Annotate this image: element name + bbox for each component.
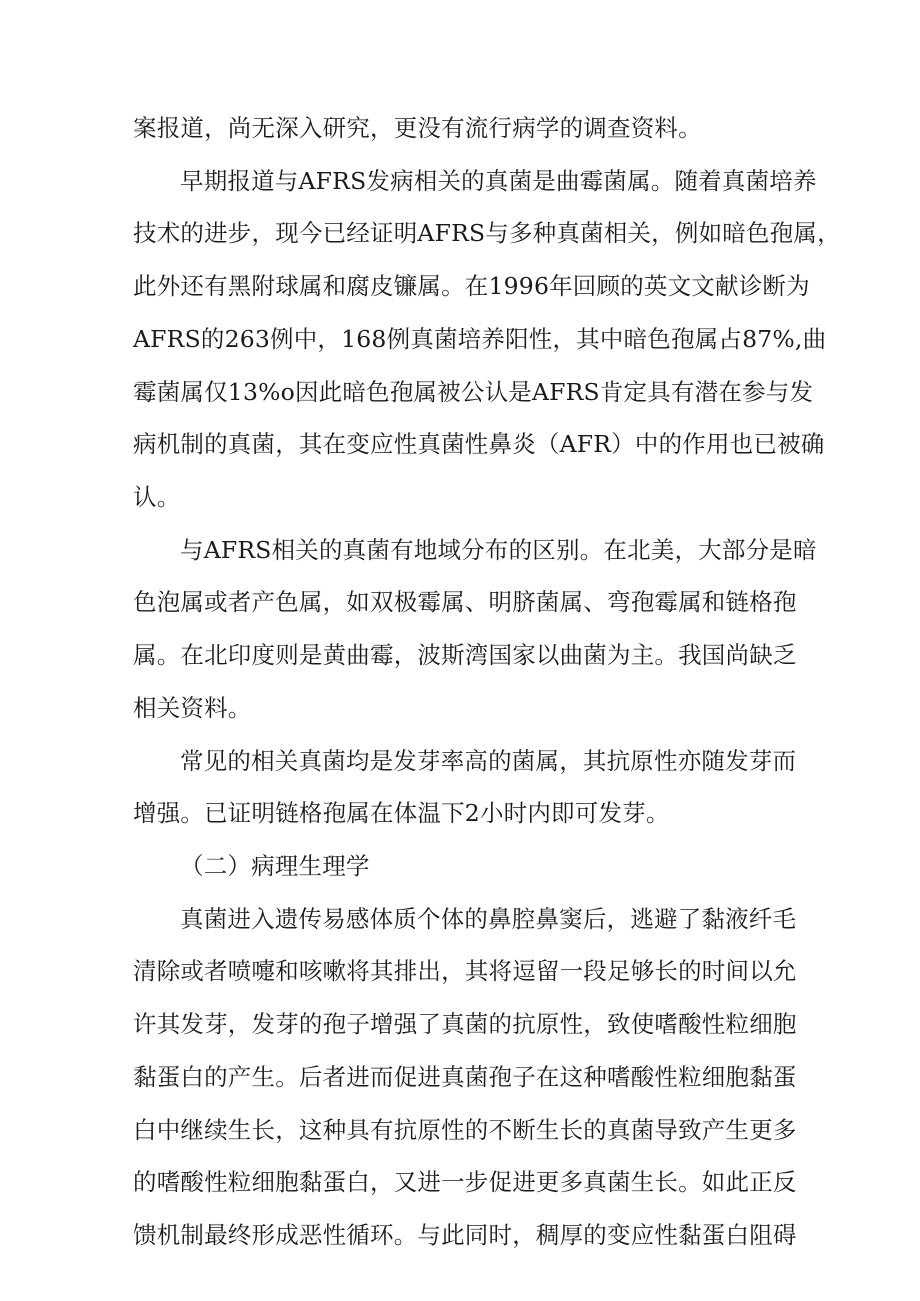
text-line: AFRS的263例中，168例真菌培养阳性，其中暗色孢属占87%,曲 [133, 325, 827, 353]
paragraph-first-line: 早期报道与AFRS发病相关的真菌是曲霉菌属。随着真菌培养 [180, 167, 817, 195]
text-line: 白中继续生长，这种具有抗原性的不断生长的真菌导致产生更多 [133, 1116, 797, 1144]
text-line: 色泡属或者产色属，如双极霉属、明脐菌属、弯孢霉属和链格孢 [133, 588, 797, 616]
text-line: 黏蛋白的产生。后者进而促进真菌孢子在这种嗜酸性粒细胞黏蛋 [133, 1063, 797, 1091]
text-line: 认。 [133, 483, 181, 511]
text-line: 许其发芽，发芽的孢子增强了真菌的抗原性，致使嗜酸性粒细胞 [133, 1010, 797, 1038]
section-heading: （二）病理生理学 [180, 852, 370, 880]
text-line: 霉菌属仅13%o因此暗色孢属被公认是AFRS肯定具有潜在参与发 [133, 378, 814, 406]
text-line: 相关资料。 [133, 694, 252, 722]
text-line: 属。在北印度则是黄曲霉，波斯湾国家以曲菌为主。我国尚缺乏 [133, 641, 797, 669]
paragraph-first-line: 真菌进入遗传易感体质个体的鼻腔鼻窦后，逃避了黏液纤毛 [180, 905, 797, 933]
text-line: 清除或者喷嚏和咳嗽将其排出，其将逗留一段足够长的时间以允 [133, 957, 797, 985]
text-line: 此外还有黑附球属和腐皮镰属。在1996年回顾的英文文献诊断为 [133, 272, 810, 300]
paragraph-first-line: 与AFRS相关的真菌有地域分布的区别。在北美，大部分是暗 [180, 536, 817, 564]
text-line: 馈机制最终形成恶性循环。与此同时，稠厚的变应性黏蛋白阻碍 [133, 1221, 797, 1249]
text-line: 技术的进步，现今已经证明AFRS与多种真菌相关，例如暗色孢属， [133, 219, 841, 247]
paragraph-first-line: 常见的相关真菌均是发芽率高的菌属，其抗原性亦随发芽而 [180, 747, 797, 775]
text-line: 增强。已证明链格孢属在体温下2小时内即可发芽。 [133, 799, 670, 827]
text-line: 案报道，尚无深入研究，更没有流行病学的调查资料。 [133, 114, 702, 142]
text-line: 病机制的真菌，其在变应性真菌性鼻炎（AFR）中的作用也已被确 [133, 430, 825, 458]
text-line: 的嗜酸性粒细胞黏蛋白，又进一步促进更多真菌生长。如此正反 [133, 1168, 797, 1196]
